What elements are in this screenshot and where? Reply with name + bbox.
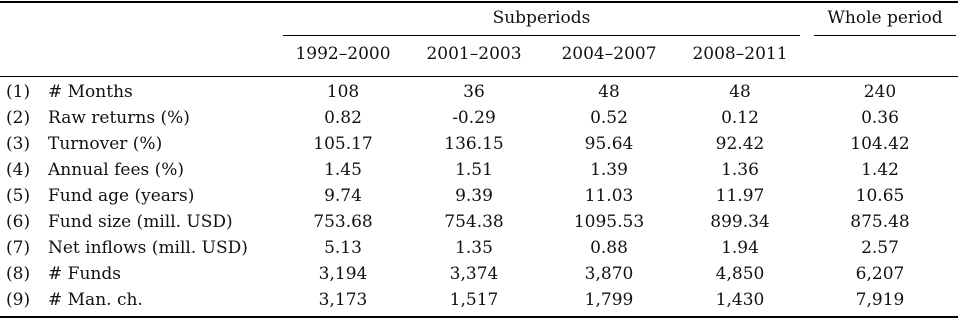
table-cell: 9.74	[324, 186, 362, 206]
table-cell: 0.36	[861, 108, 899, 128]
row-number: (3)	[6, 134, 31, 154]
row-label: Fund age (years)	[48, 186, 195, 206]
table-cell: 5.13	[324, 238, 362, 258]
table-cell: 1,799	[584, 290, 634, 310]
column-header: 2008–2011	[692, 44, 788, 64]
table-cell: 875.48	[850, 212, 910, 232]
table-row	[0, 183, 958, 209]
row-number: (7)	[6, 238, 31, 258]
table-cell: 754.38	[444, 212, 504, 232]
row-number: (9)	[6, 290, 31, 310]
table-cell: 48	[729, 82, 751, 102]
row-number: (2)	[6, 108, 31, 128]
row-number: (8)	[6, 264, 31, 284]
table-cell: 0.82	[324, 108, 362, 128]
table-row	[0, 209, 958, 235]
table-cell: 1,430	[715, 290, 765, 310]
row-label: Net inflows (mill. USD)	[48, 238, 248, 258]
table-bottom-rule	[0, 316, 958, 318]
table-cell: 95.64	[584, 134, 634, 154]
row-label: Annual fees (%)	[48, 160, 185, 180]
table-cell: 36	[463, 82, 485, 102]
table-cell: 0.88	[590, 238, 628, 258]
table-cell: 136.15	[444, 134, 504, 154]
table-cell: 3,374	[449, 264, 499, 284]
table-cell: 1.42	[861, 160, 899, 180]
table-cell: 108	[326, 82, 360, 102]
table-cell: 3,870	[584, 264, 634, 284]
table-row	[0, 79, 958, 105]
table-cell: 10.65	[855, 186, 905, 206]
row-number: (5)	[6, 186, 31, 206]
table-cell: 1.36	[721, 160, 759, 180]
column-header: 1992–2000	[295, 44, 391, 64]
table-cell: -0.29	[452, 108, 496, 128]
row-label: Raw returns (%)	[48, 108, 190, 128]
table-row	[0, 235, 958, 261]
table-cell: 1.39	[590, 160, 628, 180]
table-row	[0, 157, 958, 183]
table-cell: 1095.53	[573, 212, 645, 232]
table-cell: 3,194	[318, 264, 368, 284]
row-label: # Man. ch.	[48, 290, 143, 310]
subperiods-underline	[283, 35, 800, 36]
column-header: 2004–2007	[561, 44, 657, 64]
table-cell: 7,919	[855, 290, 905, 310]
table-cell: 11.03	[584, 186, 634, 206]
table-row	[0, 105, 958, 131]
row-number: (6)	[6, 212, 31, 232]
row-number: (4)	[6, 160, 31, 180]
table-cell: 753.68	[313, 212, 373, 232]
table-cell: 104.42	[850, 134, 910, 154]
table-cell: 1.35	[455, 238, 493, 258]
row-label: # Months	[48, 82, 133, 102]
table-cell: 9.39	[455, 186, 493, 206]
table-cell: 0.12	[721, 108, 759, 128]
table-cell: 240	[863, 82, 897, 102]
table-cell: 1.51	[455, 160, 493, 180]
row-label: # Funds	[48, 264, 121, 284]
table-cell: 3,173	[318, 290, 368, 310]
header-bottom-rule	[0, 76, 958, 77]
table-cell: 92.42	[715, 134, 765, 154]
whole-period-underline	[814, 35, 956, 36]
table-cell: 4,850	[715, 264, 765, 284]
row-label: Turnover (%)	[48, 134, 163, 154]
table-cell: 1,517	[449, 290, 499, 310]
table-cell: 6,207	[855, 264, 905, 284]
table-row	[0, 131, 958, 157]
subperiods-header: Subperiods	[492, 8, 591, 28]
table-cell: 11.97	[715, 186, 765, 206]
row-number: (1)	[6, 82, 31, 102]
table-cell: 105.17	[313, 134, 373, 154]
table-row	[0, 287, 958, 313]
table-cell: 899.34	[710, 212, 770, 232]
table-cell: 1.45	[324, 160, 362, 180]
table-cell: 48	[598, 82, 620, 102]
table-cell: 0.52	[590, 108, 628, 128]
whole-period-header: Whole period	[827, 8, 943, 28]
row-label: Fund size (mill. USD)	[48, 212, 233, 232]
table-row	[0, 261, 958, 287]
table-cell: 1.94	[721, 238, 759, 258]
table-cell: 2.57	[861, 238, 899, 258]
column-header: 2001–2003	[426, 44, 522, 64]
table-top-rule	[0, 1, 958, 3]
